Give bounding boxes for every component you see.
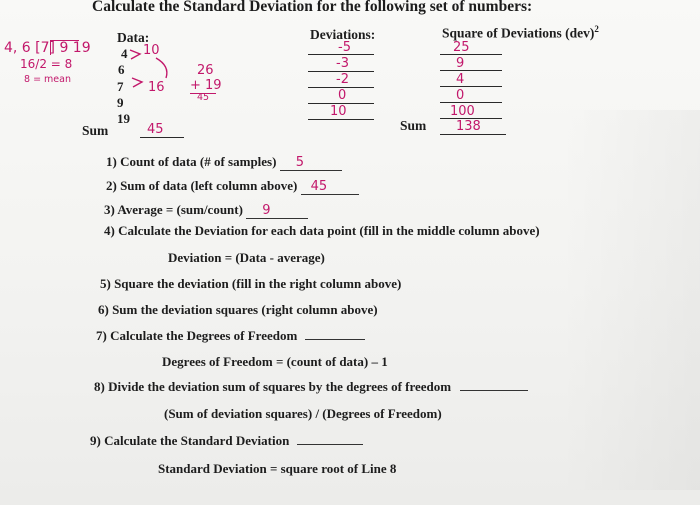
square-header-text: Square of Deviations (dev) <box>442 25 595 41</box>
pair-sum-16: 16 <box>148 80 165 95</box>
median-work-note: 4, 6 [7] 9 19 <box>4 40 91 56</box>
question-1 <box>106 154 342 171</box>
dof-formula: Degrees of Freedom = (count of data) – 1 <box>162 354 388 369</box>
data-value-5: 19 <box>117 111 130 126</box>
question-5: 5) Square the deviation (fill in the right column above) <box>100 276 402 291</box>
data-value-2: 6 <box>118 62 125 77</box>
question-6: 6) Sum the deviation squares (right column above) <box>98 302 378 317</box>
question-9-answer-blank[interactable] <box>297 444 363 445</box>
stddev-formula: Standard Deviation = square root of Line 8 <box>158 461 397 476</box>
deviation-value-5: 10 <box>330 104 347 119</box>
square-line-2 <box>440 70 502 71</box>
deviation-formula: Deviation = (Data - average) <box>168 250 325 265</box>
square-value-1: 25 <box>453 40 470 55</box>
pair-sum-10: 10 <box>143 43 160 58</box>
pair-sum-total: 45 <box>197 92 210 103</box>
question-9 <box>90 433 363 449</box>
question-1-label: 1) Count of data (# of samples) <box>106 154 277 169</box>
question-2 <box>106 178 359 195</box>
question-7 <box>96 328 365 344</box>
question-7-label: 7) Calculate the Degrees of Freedom <box>96 328 298 343</box>
question-3-label: 3) Average = (sum/count) <box>104 202 243 217</box>
deviation-value-1: -5 <box>338 40 351 55</box>
page-shadow <box>560 110 700 490</box>
question-2-label: 2) Sum of data (left column above) <box>106 178 298 193</box>
question-3 <box>104 202 308 219</box>
square-value-5: 100 <box>450 104 475 119</box>
question-7-answer-blank[interactable] <box>305 339 365 340</box>
question-8-answer-blank[interactable] <box>460 390 528 391</box>
data-sum-label: Sum <box>82 123 109 138</box>
question-3-answer: 9 <box>246 203 308 219</box>
median-box <box>50 40 79 55</box>
square-column-header <box>442 24 599 42</box>
mean-note: 8 = mean <box>24 74 71 85</box>
question-9-label: 9) Calculate the Standard Deviation <box>90 433 290 448</box>
square-value-2: 9 <box>456 56 465 71</box>
worksheet-title: Calculate the Standard Deviation for the following set of numbers: <box>92 0 533 15</box>
square-line-3 <box>440 86 502 87</box>
data-value-4: 9 <box>117 95 124 110</box>
variance-formula: (Sum of deviation squares) / (Degrees of Freedom) <box>164 406 442 421</box>
data-column-header: Data: <box>117 30 150 45</box>
square-sum-label: Sum <box>400 118 427 133</box>
square-header-exponent: 2 <box>594 24 599 34</box>
square-value-4: 0 <box>456 88 465 103</box>
pair-sum-26: 26 <box>197 63 214 78</box>
question-4: 4) Calculate the Deviation for each data point (fill in the middle column above) <box>104 223 540 238</box>
square-sum-value: 138 <box>456 119 481 134</box>
question-8-label: 8) Divide the deviation sum of squares by the degrees of freedom <box>94 379 452 394</box>
data-value-1: 4 <box>121 46 128 61</box>
square-line-1 <box>440 54 502 55</box>
data-sum-value: 45 <box>147 122 164 137</box>
question-2-answer: 45 <box>301 179 359 195</box>
deviations-column-header: Deviations: <box>310 27 376 42</box>
median-calc-note: 16/2 = 8 <box>20 57 73 71</box>
deviation-value-3: -2 <box>336 72 349 87</box>
deviation-value-2: -3 <box>336 56 349 71</box>
data-sum-line <box>140 137 184 138</box>
question-8 <box>94 379 528 395</box>
square-sum-line <box>440 134 506 135</box>
square-value-3: 4 <box>456 72 465 87</box>
deviation-value-4: 0 <box>338 88 347 103</box>
deviation-line-1 <box>308 54 374 55</box>
deviation-line-5 <box>308 119 374 120</box>
question-1-answer: 5 <box>280 155 342 171</box>
pair-sum-plus-19: + 19 <box>190 78 222 93</box>
data-value-3: 7 <box>117 79 124 94</box>
square-line-4 <box>440 102 502 103</box>
